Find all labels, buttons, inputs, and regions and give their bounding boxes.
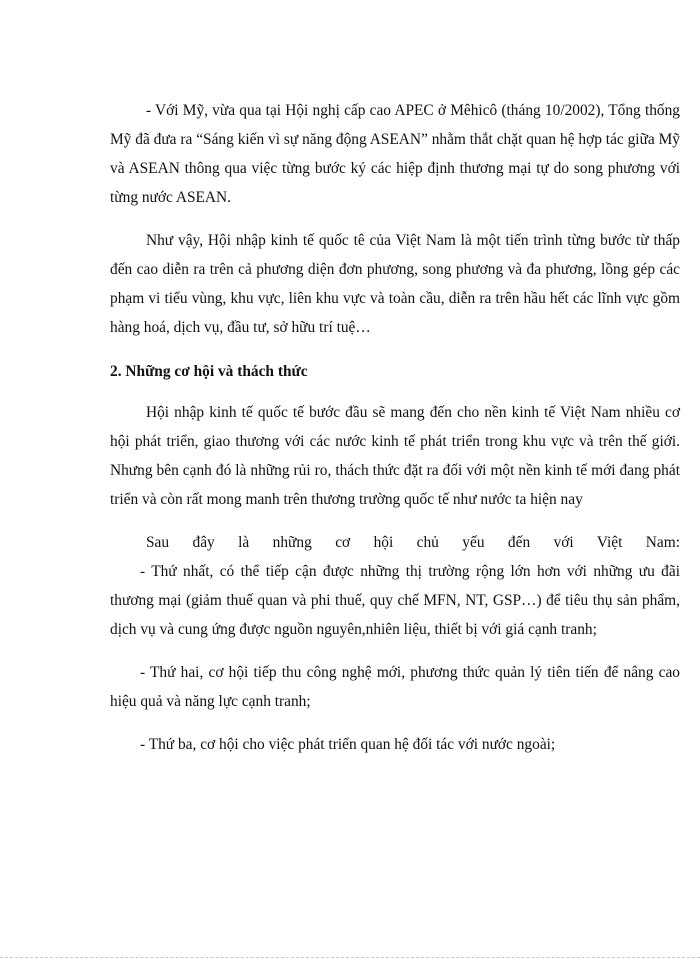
document-body bbox=[110, 96, 680, 759]
list-item-third: - Thứ ba, cơ hội cho việc phát triển quan hệ đối tác với nước ngoài; bbox=[140, 736, 556, 753]
paragraph-intro: Hội nhập kinh tế quốc tế bước đầu sẽ mang đến cho nền kinh tế Việt Nam nhiều cơ hội phát triển, giao thương với các nước kinh tế phát triển trong khu vực và trên thế giới. Nhưng bên cạnh đó là những rủi ro, thách thức đặt ra đối với một nền kinh tế mới đang phát triển và còn rất mong manh trên thương trường quốc tế như nước ta hiện nay bbox=[110, 404, 680, 508]
list-item-first: - Thứ nhất, có thể tiếp cận được những thị trường rộng lớn hơn với những ưu đãi thương mại (giảm thuế quan và phi thuế, quy chế MFN, NT, GSP…) để tiêu thụ sản phẩm, dịch vụ và cung ứng được nguồn nguyên,nhiên liệu, thiết bị với giá cạnh tranh; bbox=[110, 563, 680, 638]
paragraph-usa-apec: - Với Mỹ, vừa qua tại Hội nghị cấp cao APEC ở Mêhicô (tháng 10/2002), Tổng thống Mỹ đã đưa ra “Sáng kiến vì sự năng động ASEAN” nhằm thắt chặt quan hệ hợp tác giữa Mỹ và ASEAN thông qua việc từng bước ký các hiệp định thương mại tự do song phương với từng nước ASEAN. bbox=[110, 102, 680, 206]
list-item-second: - Thứ hai, cơ hội tiếp thu công nghệ mới, phương thức quản lý tiên tiến để nâng cao hiệu quả và năng lực cạnh tranh; bbox=[110, 664, 680, 710]
page-bottom-divider bbox=[0, 957, 700, 958]
list-intro: Sau đây là những cơ hội chủ yếu đến với Việt Nam: bbox=[146, 534, 680, 551]
paragraph-summary: Như vậy, Hội nhập kinh tế quốc tê của Việt Nam là một tiến trình từng bước từ thấp đến cao diễn ra trên cả phương diện đơn phương, song phương và đa phương, lồng gép các phạm vi tiểu vùng, khu vực, liên khu vực và toàn cầu, diễn ra trên hầu hết các lĩnh vực gồm hàng hoá, dịch vụ, đầu tư, sở hữu trí tuệ… bbox=[110, 232, 680, 336]
section-heading: 2. Những cơ hội và thách thức bbox=[110, 363, 308, 380]
